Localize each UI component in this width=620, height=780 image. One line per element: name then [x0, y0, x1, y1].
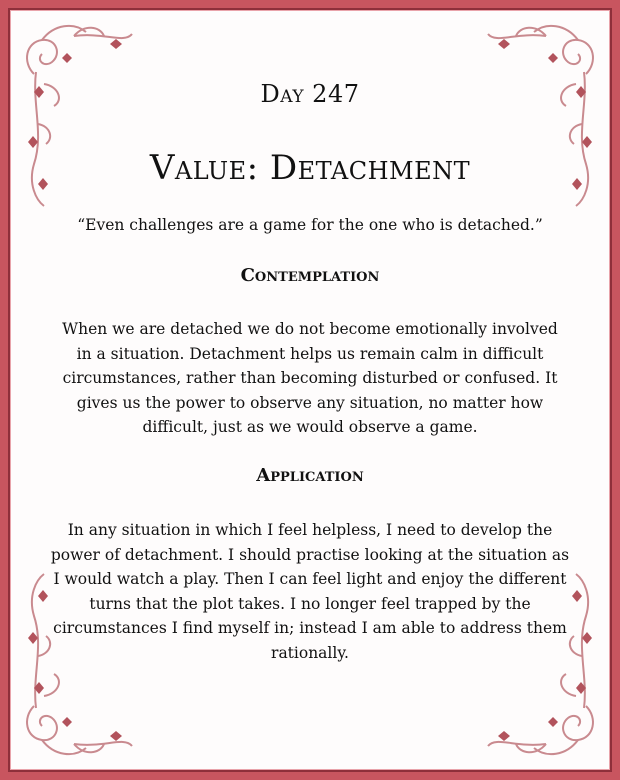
- day-title: Day 247: [260, 80, 360, 108]
- page-card: [8, 8, 612, 772]
- page-content: [50, 10, 570, 770]
- contemplation-heading: Contemplation: [240, 265, 380, 286]
- quote-text: “Even challenges are a game for the one who is detached.”: [77, 216, 543, 234]
- application-heading: Application: [256, 465, 364, 486]
- contemplation-paragraph: When we are detached we do not become emotionally involved in a situation. Detachment helps us remain calm in difficult circumstances, rather than becoming disturbed or confused. It gives us the power to observe any situation, no matter how difficult, just as we would observe a game.: [62, 320, 558, 436]
- value-title: Value: Detachment: [149, 148, 471, 188]
- application-paragraph: In any situation in which I feel helpless, I need to develop the power of detachment. I should practise looking at the situation as I would watch a play. Then I can feel light and enjoy the different turns that the plot takes. I no longer feel trapped by the circumstances I find myself in; instead I am able to address them rationally.: [50, 521, 570, 662]
